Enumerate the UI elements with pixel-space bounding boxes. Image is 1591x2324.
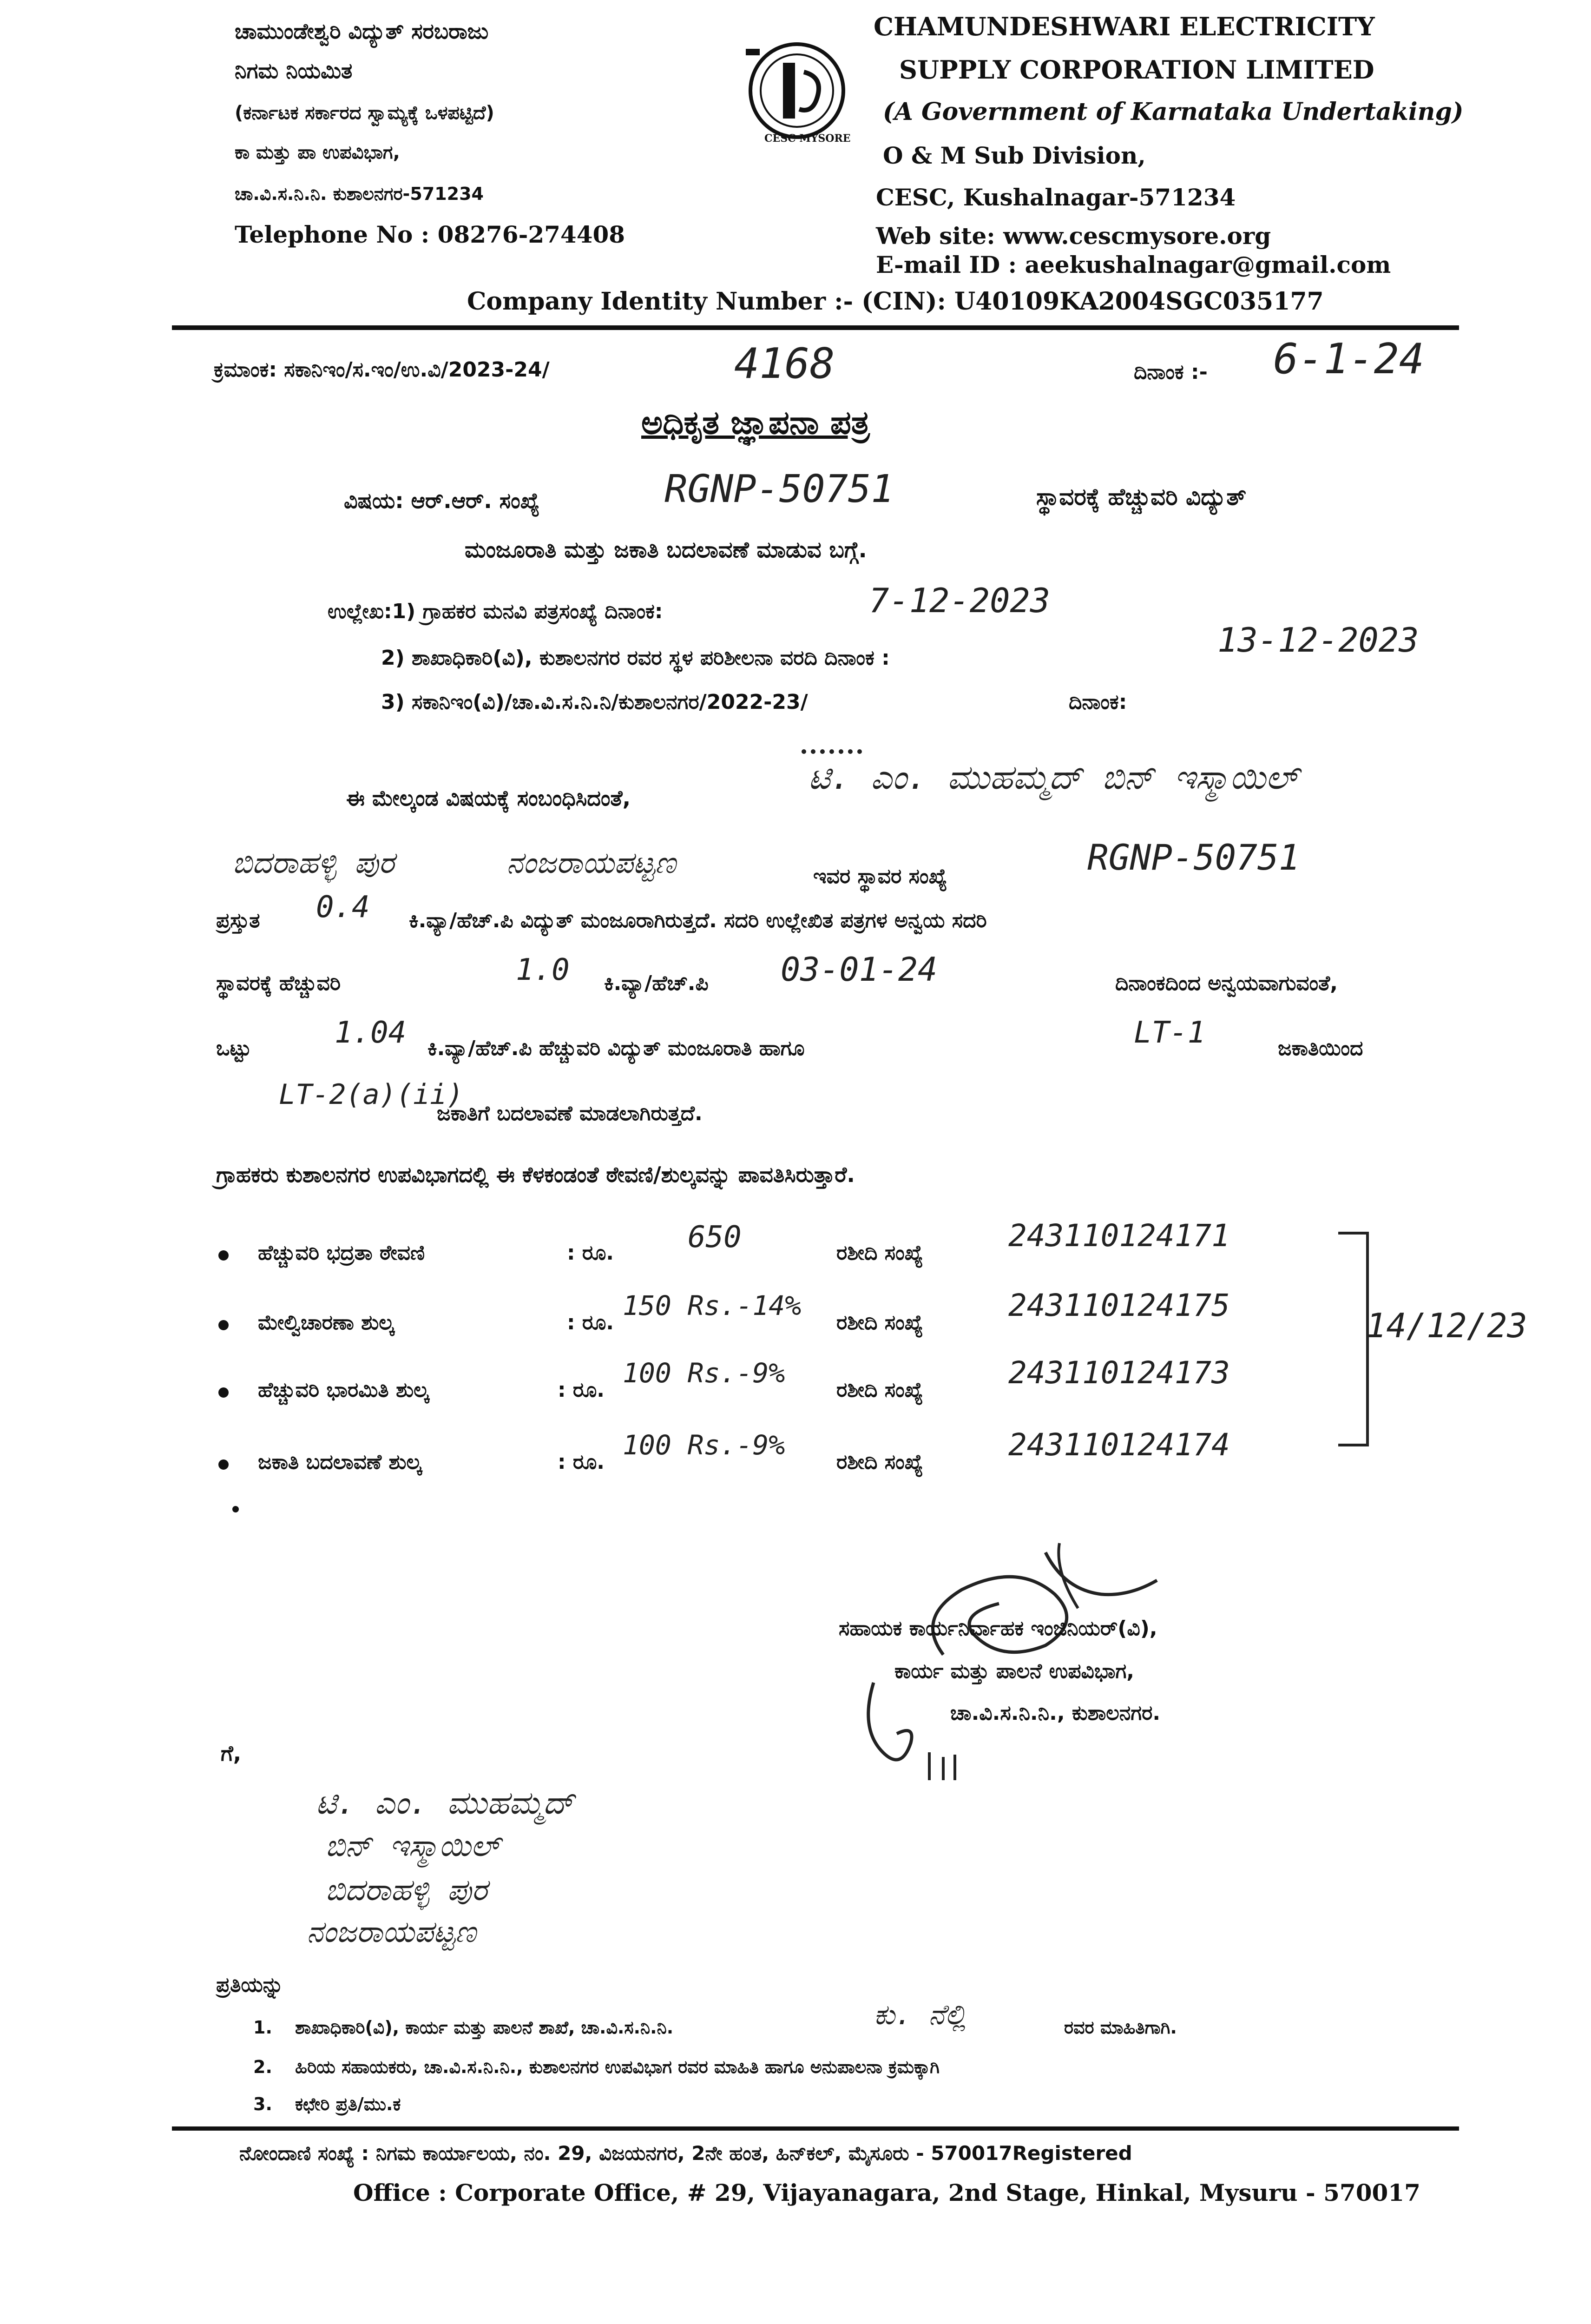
stray-dot: [232, 1506, 239, 1512]
ref-date-label: ದಿನಾಂಕ :-: [1134, 360, 1208, 384]
bullet: [218, 1387, 229, 1398]
header-en-line-4: O & M Sub Division,: [883, 142, 1146, 169]
payment-receipt-label: ರಶೀದಿ ಸಂಖ್ಯೆ: [836, 1450, 923, 1474]
copy-item-1-num: 1.: [253, 2017, 272, 2038]
header-kn-line-4: ಕಾ ಮತ್ತು ಪಾ ಉಪವಿಭಾಗ,: [235, 142, 400, 163]
copy-item-1-tail: ರವರ ಮಾಹಿತಿಗಾಗಿ.: [1064, 2017, 1177, 2038]
reference-1-value: 7-12-2023: [869, 581, 1051, 620]
body-line3-b: ಕಿ.ವ್ಯಾ/ಹೆಚ್.ಪಿ ವಿದ್ಯುತ್ ಮಂಜೂರಾಗಿರುತ್ತದೆ. ಸದರಿ ಉಲ್ಲೇಖಿತ ಪತ್ರಗಳ ಅನ್ವಯ ಸದರಿ: [409, 909, 987, 932]
header-en-line-2: SUPPLY CORPORATION LIMITED: [899, 55, 1374, 85]
payment-receipt-label: ರಶೀದಿ ಸಂಖ್ಯೆ: [836, 1241, 923, 1265]
body-rr-no: RGNP-50751: [1087, 837, 1300, 878]
reference-2-value: 13-12-2023: [1217, 621, 1419, 660]
effective-date: 03-01-24: [781, 951, 938, 989]
initial-mark: [855, 1673, 994, 1794]
header-telephone: Telephone No : 08276-274408: [235, 221, 625, 248]
payment-label: ಹೆಚ್ಚುವರಿ ಭಾರಮಿತಿ ಶುಲ್ಕ: [258, 1378, 429, 1402]
page-title: ಅಧಿಕೃತ ಜ್ಞಾಪನಾ ಪತ್ರ: [641, 403, 870, 442]
reference-1-label: ಉಲ್ಲೇಖ:1) ಗ್ರಾಹಕರ ಮನವಿ ಪತ್ರಸಂಖ್ಯೆ ದಿನಾಂಕ:: [328, 600, 663, 623]
ref-label: ಕ್ರಮಾಂಕ: ಸಕಾನಿಇಂ/ಸ.ಇಂ/ಉ.ವಿ/2023-24/: [214, 358, 550, 382]
header-website: Web site: www.cescmysore.org: [876, 222, 1271, 250]
payment-label: ಮೇಲ್ವಿಚಾರಣಾ ಶುಲ್ಕ: [258, 1311, 394, 1334]
addressee-line-2: ಬಿನ್ ಇಸ್ಮಾಯಿಲ್: [325, 1829, 500, 1863]
copy-item-1-text: ಶಾಖಾಧಿಕಾರಿ(ವಿ), ಕಾರ್ಯ ಮತ್ತು ಪಾಲನೆ ಶಾಖೆ, ಚಾ.ವಿ.ಸ.ನಿ.ನಿ.: [295, 2017, 674, 2038]
header-kn-line-5: ಚಾ.ವಿ.ಸ.ನಿ.ನಿ. ಕುಶಾಲನಗರ-571234: [235, 184, 484, 204]
reference-2-label: 2) ಶಾಖಾಧಿಕಾರಿ(ವಿ), ಕುಶಾಲನಗರ ರವರ ಸ್ಥಳ ಪರಿಶೀಲನಾ ವರದಿ ದಿನಾಂಕ :: [381, 646, 890, 670]
copy-item-1-hand: ಕು. ನೆಲ್ಲಿ: [874, 1999, 966, 2031]
body-line4-a: ಸ್ಥಾವರಕ್ಕೆ ಹೆಚ್ಚುವರಿ: [216, 971, 341, 995]
header-kn-line-1: ಚಾಮುಂಡೇಶ್ವರಿ ವಿದ್ಯುತ್ ಸರಬರಾಜು: [235, 19, 489, 44]
payment-receipt: 243110124174: [1008, 1427, 1230, 1463]
payment-receipt-label: ರಶೀದಿ ಸಂಖ್ಯೆ: [836, 1311, 923, 1334]
signatory-line-1: ಸಹಾಯಕ ಕಾರ್ಯನಿರ್ವಾಹಕ ಇಂಜಿನಿಯರ್(ವಿ),: [839, 1617, 1157, 1640]
header-kn-line-3: (ಕರ್ನಾಟಕ ಸರ್ಕಾರದ ಸ್ವಾಮ್ಯಕ್ಕೆ ಒಳಪಟ್ಟಿದೆ): [235, 102, 494, 124]
total-load: 1.04: [335, 1016, 407, 1050]
copy-item-2-text: ಹಿರಿಯ ಸಹಾಯಕರು, ಚಾ.ವಿ.ಸ.ನಿ.ನಿ., ಕುಶಾಲನಗರ ಉಪವಿಭಾಗ ರವರ ಮಾಹಿತಿ ಹಾಗೂ ಅನುಪಾಲನಾ ಕ್ರಮಕ್ಕಾಗಿ: [295, 2057, 940, 2077]
header-en-line-1: CHAMUNDESHWARI ELECTRICITY: [874, 12, 1375, 41]
reference-3-label: 3) ಸಕಾನಿಇಂ(ವಿ)/ಚಾ.ವಿ.ಸ.ನಿ.ನಿ/ಕುಶಾಲನಗರ/2022-23/: [381, 690, 808, 714]
body-line5-c: ಜಕಾತಿಯಿಂದ: [1278, 1037, 1363, 1060]
body-line3-a: ಪ್ರಸ್ತುತ: [216, 909, 260, 932]
addressee-line-1: ಟಿ. ಎಂ. ಮುಹಮ್ಮದ್: [316, 1785, 574, 1822]
payment-receipt: 243110124173: [1008, 1355, 1230, 1391]
header-en-line-5: CESC, Kushalnagar-571234: [876, 184, 1236, 211]
subject-line-2: ಮಂಜೂರಾತಿ ಮತ್ತು ಜಕಾತಿ ಬದಲಾವಣೆ ಮಾಡುವ ಬಗ್ಗೆ.: [465, 537, 867, 563]
footer-line-2: Office : Corporate Office, # 29, Vijayanagara, 2nd Stage, Hinkal, Mysuru - 570017: [353, 2179, 1420, 2206]
footer-line-1: ನೋಂದಾಣಿ ಸಂಖ್ಯೆ : ನಿಗಮ ಕಾರ್ಯಾಲಯ, ನಂ. 29, ವಿಜಯನಗರ, 2ನೇ ಹಂತ, ಹಿನ್‌ಕಲ್, ಮೈಸೂರು - 570017Registered: [239, 2142, 1132, 2165]
signatory-line-3: ಚಾ.ವಿ.ಸ.ನಿ.ನಿ., ಕುಶಾಲನಗರ.: [950, 1701, 1161, 1725]
footer-divider: [172, 2126, 1459, 2131]
header-kn-line-2: ನಿಗಮ ನಿಯಮಿತ: [235, 58, 353, 83]
payment-receipt: 243110124171: [1008, 1218, 1230, 1254]
present-load: 0.4: [316, 890, 370, 924]
payment-intro: ಗ್ರಾಹಕರು ಕುಶಾಲನಗರ ಉಪವಿಭಾಗದಲ್ಲಿ ಈ ಕೆಳಕಂಡಂತೆ ಠೇವಣಿ/ಶುಲ್ಕವನ್ನು ಪಾವತಿಸಿರುತ್ತಾರೆ.: [216, 1162, 855, 1187]
addressee-line-3: ಬಿದರಾಹಳ್ಳಿ ಪುರ: [325, 1873, 487, 1908]
separator-dots: [802, 749, 862, 754]
payment-bracket: [1338, 1232, 1369, 1446]
payment-rs: : ರೂ.: [558, 1378, 605, 1402]
body-line4-c: ದಿನಾಂಕದಿಂದ ಅನ್ವಯವಾಗುವಂತೆ,: [1115, 971, 1338, 995]
header-cin: Company Identity Number :- (CIN): U40109KA2004SGC035177: [467, 287, 1324, 316]
ref-number: 4168: [734, 339, 835, 388]
payment-rs: : ರೂ.: [558, 1450, 605, 1474]
payment-receipt-label: ರಶೀದಿ ಸಂಖ್ಯೆ: [836, 1378, 923, 1402]
bullet: [218, 1250, 229, 1261]
header-divider: [172, 325, 1459, 330]
payment-amount: 150 Rs.-14%: [623, 1290, 802, 1321]
logo-text: CESC MYSORE: [764, 132, 851, 145]
tariff-to: LT-2(a)(ii): [279, 1078, 464, 1111]
bullet: [218, 1459, 229, 1470]
body-line4-b: ಕಿ.ವ್ಯಾ/ಹೆಚ್.ಪಿ: [604, 971, 709, 995]
copy-item-3-num: 3.: [253, 2094, 272, 2114]
payment-amount: 100 Rs.-9%: [623, 1357, 785, 1389]
customer-name: ಟಿ. ಎಂ. ಮುಹಮ್ಮದ್ ಬಿನ್ ಇಸ್ಮಾಯಿಲ್: [809, 758, 1298, 797]
subject-suffix: ಸ್ಥಾವರಕ್ಕೆ ಹೆಚ್ಚುವರಿ ವಿದ್ಯುತ್: [1036, 483, 1247, 510]
ref-date: 6-1-24: [1273, 335, 1425, 383]
payment-amount: 650: [688, 1220, 742, 1254]
to-label: ಗೆ,: [221, 1741, 242, 1766]
body-line5-a: ಒಟ್ಟು: [216, 1037, 251, 1060]
tariff-from: LT-1: [1134, 1016, 1206, 1050]
payment-date: 14/12/23: [1366, 1306, 1527, 1345]
body-intro: ಈ ಮೇಲ್ಕಂಡ ವಿಷಯಕ್ಕೆ ಸಂಬಂಧಿಸಿದಂತೆ,: [346, 786, 631, 811]
payment-amount: 100 Rs.-9%: [623, 1429, 785, 1461]
payment-label: ಹೆಚ್ಚುವರಿ ಭದ್ರತಾ ಠೇವಣಿ: [258, 1241, 425, 1265]
bullet: [218, 1320, 229, 1330]
body-line5-b: ಕಿ.ವ್ಯಾ/ಹೆಚ್.ಪಿ ಹೆಚ್ಚುವರಿ ವಿದ್ಯುತ್ ಮಂಜೂರಾತಿ ಹಾಗೂ: [427, 1037, 805, 1060]
subject-prefix: ವಿಷಯ: ಆರ್.ಆರ್. ಸಂಖ್ಯೆ: [344, 488, 540, 513]
reference-3-date-label: ದಿನಾಂಕ:: [1069, 690, 1127, 714]
signatory-line-2: ಕಾರ್ಯ ಮತ್ತು ಪಾಲನೆ ಉಪವಿಭಾಗ,: [894, 1659, 1135, 1683]
body-line6: ಜಕಾತಿಗೆ ಬದಲಾವಣೆ ಮಾಡಲಾಗಿರುತ್ತದೆ.: [437, 1102, 703, 1125]
body-their-rr: ಇವರ ಸ್ಥಾವರ ಸಂಖ್ಯೆ: [813, 865, 947, 888]
subject-rr-no: RGNP-50751: [664, 467, 894, 511]
village-name: ಬಿದರಾಹಳ್ಳಿ ಪುರ: [232, 846, 394, 880]
header-email: E-mail ID : aeekushalnagar@gmail.com: [876, 251, 1391, 278]
payment-rs: : ರೂ.: [567, 1241, 614, 1265]
header-en-line-3: (A Government of Karnataka Undertaking): [883, 98, 1464, 126]
copy-item-2-num: 2.: [253, 2057, 272, 2077]
village-name-2: ನಂಜರಾಯಪಟ್ಟಣ: [506, 846, 676, 880]
copy-item-3-text: ಕಛೇರಿ ಪ್ರತಿ/ಮು.ಕ: [295, 2094, 401, 2114]
payment-rs: : ರೂ.: [567, 1311, 614, 1334]
payment-label: ಜಕಾತಿ ಬದಲಾವಣೆ ಶುಲ್ಕ: [258, 1450, 422, 1474]
cesc-logo: [746, 40, 851, 151]
additional-load: 1.0: [516, 953, 570, 987]
addressee-line-4: ನಂಜರಾಯಪಟ್ಟಣ: [307, 1915, 476, 1949]
payment-receipt: 243110124175: [1008, 1287, 1230, 1323]
copy-label: ಪ್ರತಿಯನ್ನು: [216, 1973, 283, 1997]
